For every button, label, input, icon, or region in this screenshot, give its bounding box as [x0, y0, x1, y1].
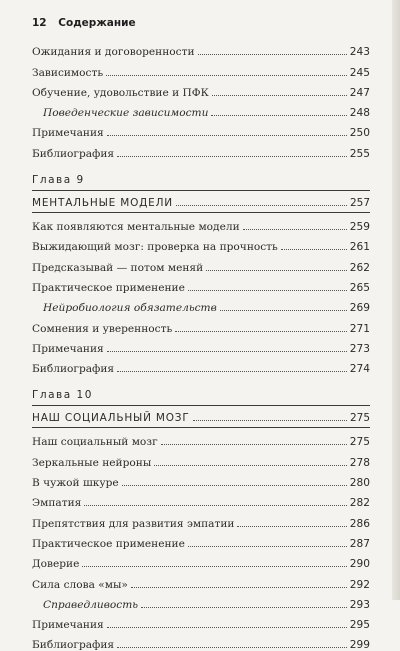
dot-leader [107, 135, 347, 136]
dot-leader [122, 485, 347, 486]
entry-page-number: 290 [349, 558, 370, 571]
entry-page-number: 245 [349, 66, 370, 79]
toc-entry[interactable] [32, 213, 370, 233]
entry-title: Примечания [32, 127, 104, 140]
dot-leader [193, 420, 347, 421]
toc-entry[interactable] [32, 79, 370, 99]
running-title: Содержание [58, 17, 136, 29]
entry-page-number: 265 [349, 281, 370, 294]
chapter-title: НАШ СОЦИАЛЬНЫЙ МОЗГ [32, 412, 190, 425]
chapters [32, 173, 370, 651]
entry-page-number: 275 [349, 436, 370, 449]
chapter-page-number: 257 [349, 196, 370, 209]
chapter-number: Глава 9 [32, 173, 85, 186]
entry-page-number: 273 [349, 342, 370, 355]
dot-leader [188, 546, 347, 547]
entry-page-number: 280 [349, 477, 370, 490]
dot-leader [131, 587, 347, 588]
entry-page-number: 292 [349, 578, 370, 591]
entry-title: Ожидания и договоренности [32, 46, 195, 59]
dot-leader [188, 290, 347, 291]
entry-title: В чужой шкуре [32, 477, 119, 490]
entry-page-number: 261 [349, 241, 370, 254]
dot-leader [175, 331, 347, 332]
entry-page-number: 287 [349, 537, 370, 550]
entry-title: Зависимость [32, 66, 104, 79]
entry-title: Библиография [32, 147, 115, 160]
toc-entry[interactable] [32, 274, 370, 294]
dot-leader [243, 229, 347, 230]
entry-page-number: 295 [349, 619, 370, 632]
dot-leader [220, 310, 347, 311]
toc-entry[interactable] [32, 58, 370, 78]
toc-entry[interactable] [32, 253, 370, 273]
entry-page-number: 269 [349, 302, 370, 315]
toc-entry[interactable] [32, 631, 370, 651]
dot-leader [141, 607, 347, 608]
entry-title: Выжидающий мозг: проверка на прочность [32, 241, 278, 254]
entry-page-number: 282 [349, 497, 370, 510]
toc-entry[interactable] [32, 469, 370, 489]
entry-page-number: 259 [349, 221, 370, 234]
table-of-contents [32, 38, 370, 651]
dot-leader [176, 205, 347, 206]
entry-page-number: 243 [349, 46, 370, 59]
entry-page-number: 250 [349, 127, 370, 140]
running-header [32, 17, 136, 29]
dot-leader [281, 249, 347, 250]
toc-entry[interactable] [32, 530, 370, 550]
section-continued [32, 38, 370, 160]
dot-leader [117, 371, 347, 372]
entry-page-number: 262 [349, 261, 370, 274]
entry-title: Доверие [32, 558, 80, 571]
entry-title: Сила слова «мы» [32, 578, 128, 591]
chapter-number: Глава 10 [32, 389, 93, 402]
page-number: 12 [32, 17, 47, 29]
toc-subentry[interactable] [32, 591, 370, 611]
entry-page-number: 299 [349, 639, 370, 651]
entry-page-number: 248 [349, 107, 370, 120]
toc-entry[interactable] [32, 509, 370, 529]
entry-title: Эмпатия [32, 497, 82, 510]
entry-page-number: 255 [349, 147, 370, 160]
entry-title: Предсказывай — потом меняй [32, 261, 204, 274]
toc-entry[interactable] [32, 119, 370, 139]
dot-leader [198, 54, 347, 55]
toc-subentry[interactable] [32, 99, 370, 119]
dot-leader [117, 156, 347, 157]
dot-leader [206, 270, 347, 271]
dot-leader [117, 647, 347, 648]
entry-title: Наш социальный мозг [32, 436, 158, 449]
entry-title: Практическое применение [32, 537, 185, 550]
page-edge [392, 0, 400, 600]
entry-title: Библиография [32, 639, 115, 651]
entry-title: Зеркальные нейроны [32, 456, 152, 469]
dot-leader [237, 526, 346, 527]
chapter-title-row[interactable] [32, 406, 370, 424]
chapter-title-row[interactable] [32, 191, 370, 209]
entry-title: Библиография [32, 363, 115, 376]
entry-page-number: 247 [349, 86, 370, 99]
chapter-page-number: 275 [349, 412, 370, 425]
entry-title: Практическое применение [32, 281, 185, 294]
entry-title: Справедливость [43, 598, 139, 611]
toc-entry[interactable] [32, 139, 370, 159]
toc-entry[interactable] [32, 489, 370, 509]
entry-page-number: 286 [349, 517, 370, 530]
dot-leader [154, 465, 347, 466]
dot-leader [161, 444, 347, 445]
entry-title: Примечания [32, 619, 104, 632]
chapter-block [32, 388, 370, 651]
dot-leader [82, 566, 346, 567]
entry-title: Нейробиология обязательств [43, 302, 217, 315]
entry-title: Сомнения и уверенность [32, 322, 173, 335]
toc-entry[interactable] [32, 550, 370, 570]
entry-page-number: 293 [349, 598, 370, 611]
dot-leader [212, 95, 347, 96]
toc-entry[interactable] [32, 428, 370, 448]
entry-title: Поведенческие зависимости [43, 107, 209, 120]
entry-title: Примечания [32, 342, 104, 355]
chapter-title: МЕНТАЛЬНЫЕ МОДЕЛИ [32, 196, 173, 209]
toc-entry[interactable] [32, 314, 370, 334]
toc-entry[interactable] [32, 570, 370, 590]
dot-leader [107, 351, 347, 352]
toc-entry[interactable] [32, 448, 370, 468]
toc-entry[interactable] [32, 335, 370, 355]
toc-entry[interactable] [32, 38, 370, 58]
entry-page-number: 278 [349, 456, 370, 469]
dot-leader [211, 115, 346, 116]
toc-subentry[interactable] [32, 294, 370, 314]
toc-entry[interactable] [32, 355, 370, 375]
entry-title: Препятствия для развития эмпатии [32, 517, 235, 530]
toc-entry[interactable] [32, 611, 370, 631]
entry-page-number: 271 [349, 322, 370, 335]
entry-page-number: 274 [349, 363, 370, 376]
dot-leader [107, 627, 347, 628]
dot-leader [84, 505, 346, 506]
dot-leader [106, 75, 347, 76]
toc-entry[interactable] [32, 233, 370, 253]
chapter-block [32, 173, 370, 375]
entry-title: Как появляются ментальные модели [32, 221, 240, 234]
entry-title: Обучение, удовольствие и ПФК [32, 86, 209, 99]
